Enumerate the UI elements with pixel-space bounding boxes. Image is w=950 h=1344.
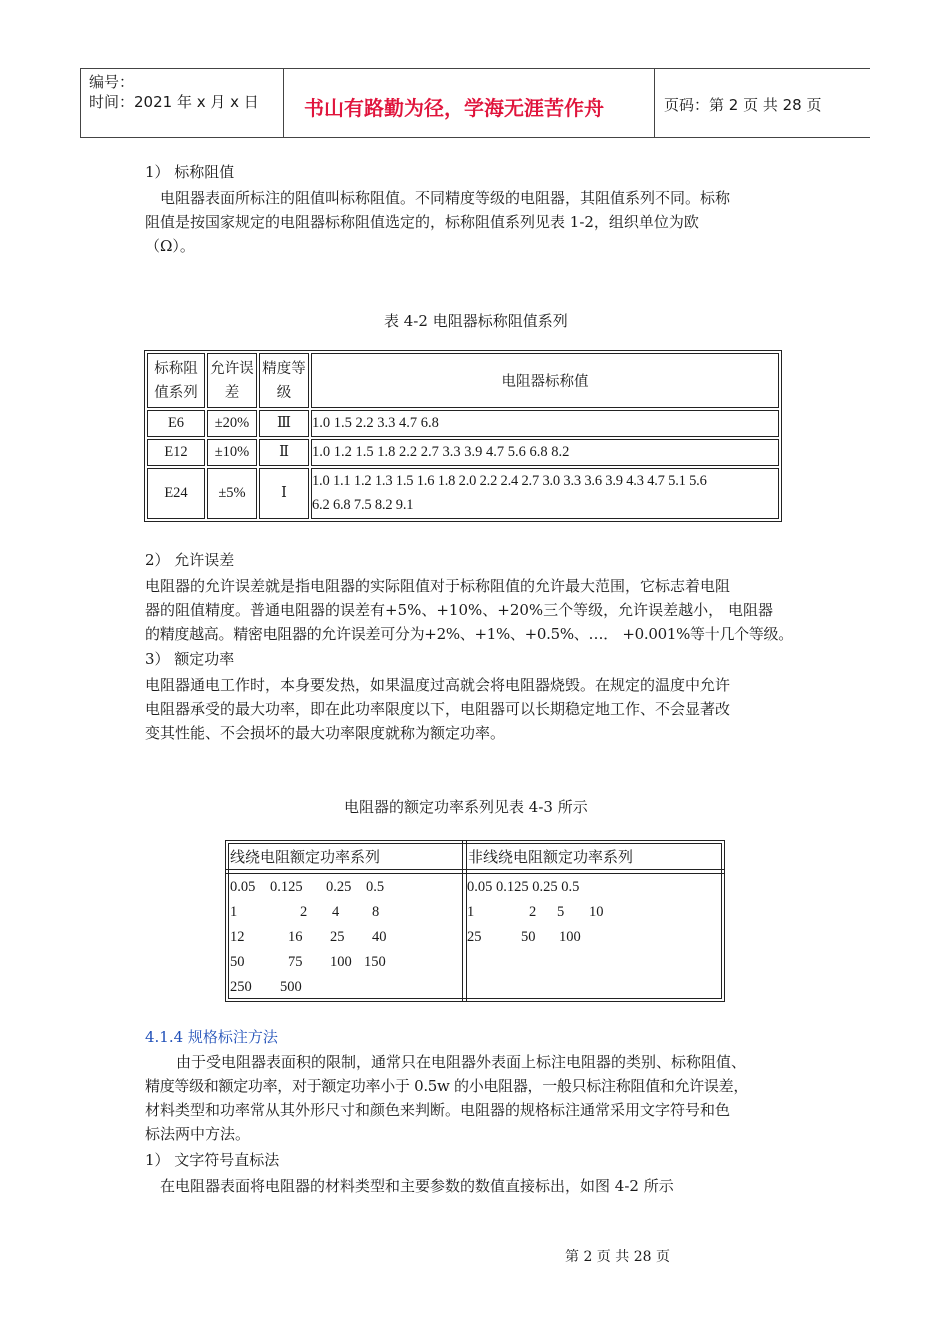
cell-tolerance: ±10% [207, 439, 257, 466]
header-cell-grade: 精度等 级 [259, 353, 309, 408]
page-number-label: 页码：第 2 页 共 28 页 [664, 96, 822, 114]
date-label: 时间：2021 年 x 月 x 日 [89, 93, 259, 111]
header-cell-tolerance: 允许误 差 [207, 353, 257, 408]
sub-heading-direct-marking: 1） 文字符号直标法 [145, 1151, 280, 1169]
table-caption: 电阻器的额定功率系列见表 4-3 所示 [344, 798, 588, 816]
header-page-cell [655, 69, 870, 137]
section-heading-nominal-resistance: 1） 标称阻值 [145, 163, 235, 181]
page-header [80, 68, 870, 138]
paragraph-line: 变其性能、不会损坏的最大功率限度就称为额定功率。 [145, 724, 506, 742]
cell-tolerance: ±20% [207, 410, 257, 437]
cell-series: E12 [147, 439, 205, 466]
paragraph-line: 精度等级和额定功率，对于额定功率小于 0.5w 的小电阻器，一般只标注称阻值和允许误差， [145, 1077, 749, 1095]
paragraph-line: 电阻器的允许误差就是指电阻器的实际阻值对于标称阻值的允许最大范围，它标志着电阻 [145, 577, 731, 595]
cell-values: 1.0 1.5 2.2 3.3 4.7 6.8 [311, 410, 779, 437]
cell-grade: Ⅲ [259, 410, 309, 437]
nominal-resistance-table [144, 350, 782, 522]
section-heading-rated-power: 3） 额定功率 [145, 650, 235, 668]
paragraph-line: 标法两中方法。 [145, 1125, 251, 1143]
table-caption: 表 4-2 电阻器标称阻值系列 [384, 312, 568, 330]
header-wirewound: 线绕电阻额定功率系列 [230, 848, 381, 866]
cell-tolerance: ±5% [207, 468, 257, 519]
section-heading-tolerance: 2） 允许误差 [145, 551, 235, 569]
paragraph-line: 阻值是按国家规定的电阻器标称阻值选定的，标称阻值系列见表 1-2，组织单位为欧 [145, 213, 699, 231]
paragraph-line: 由于受电阻器表面积的限制，通常只在电阻器外表面上标注电阻器的类别、标称阻值、 [176, 1053, 747, 1071]
paragraph-line: 材料类型和功率常从其外形尺寸和颜色来判断。电阻器的规格标注通常采用文字符号和色 [145, 1101, 731, 1119]
section-heading-spec-marking: 4.1.4 规格标注方法 [145, 1028, 278, 1046]
table-row [147, 410, 779, 437]
header-motto-cell [282, 69, 655, 137]
paragraph-line: 的精度越高。精密电阻器的允许误差可分为+2%、+1%、+0.5%、…． +0.001%等十几个等级。 [145, 625, 793, 643]
cell-values: 1.0 1.2 1.5 1.8 2.2 2.7 3.3 3.9 4.7 5.6 6.8 8.2 [311, 439, 779, 466]
header-meta-cell [80, 69, 284, 137]
paragraph-line: 在电阻器表面将电阻器的材料类型和主要参数的数值直接标出，如图 4-2 所示 [160, 1177, 674, 1195]
table-row [147, 439, 779, 466]
motto-text: 书山有路勤为径，学海无涯苦作舟 [304, 96, 604, 120]
cell-grade: Ⅰ [259, 468, 309, 519]
header-cell-series: 标称阻 值系列 [147, 353, 205, 408]
rated-power-table: 线绕电阻额定功率系列 非线绕电阻额定功率系列 0.05 0.125 0.25 0.5 1 2 4 8 12 16 25 40 50 75 100 150 250 500 0.05 0.125 0.25 0.5 1 2 5 10 25 50 100 [225, 840, 725, 1002]
header-cell-values: 电阻器标称值 [311, 353, 779, 408]
header-non-wirewound: 非线绕电阻额定功率系列 [468, 848, 634, 866]
cell-grade: Ⅱ [259, 439, 309, 466]
cell-series: E24 [147, 468, 205, 519]
number-label: 编号： [89, 73, 135, 91]
paragraph-line: 电阻器表面所标注的阻值叫标称阻值。不同精度等级的电阻器，其阻值系列不同。标称 [160, 189, 731, 207]
paragraph-line: 电阻器承受的最大功率，即在此功率限度以下，电阻器可以长期稳定地工作、不会显著改 [145, 700, 731, 718]
paragraph-line: 器的阻值精度。普通电阻器的误差有+5%、+10%、+20%三个等级，允许误差越小， 电阻器 [145, 601, 773, 619]
cell-values: 1.0 1.1 1.2 1.3 1.5 1.6 1.8 2.0 2.2 2.4 2.7 3.0 3.3 3.6 3.9 4.3 4.7 5.1 5.6 6.2 6.8 7.5 8.2 9.1 [311, 468, 779, 519]
table-header-row [147, 353, 779, 408]
table-row [147, 468, 779, 519]
paragraph-line: （Ω）。 [145, 237, 195, 255]
page-footer: 第 2 页 共 28 页 [565, 1249, 670, 1265]
paragraph-line: 电阻器通电工作时，本身要发热，如果温度过高就会将电阻器烧毁。在规定的温度中允许 [145, 676, 731, 694]
cell-series: E6 [147, 410, 205, 437]
